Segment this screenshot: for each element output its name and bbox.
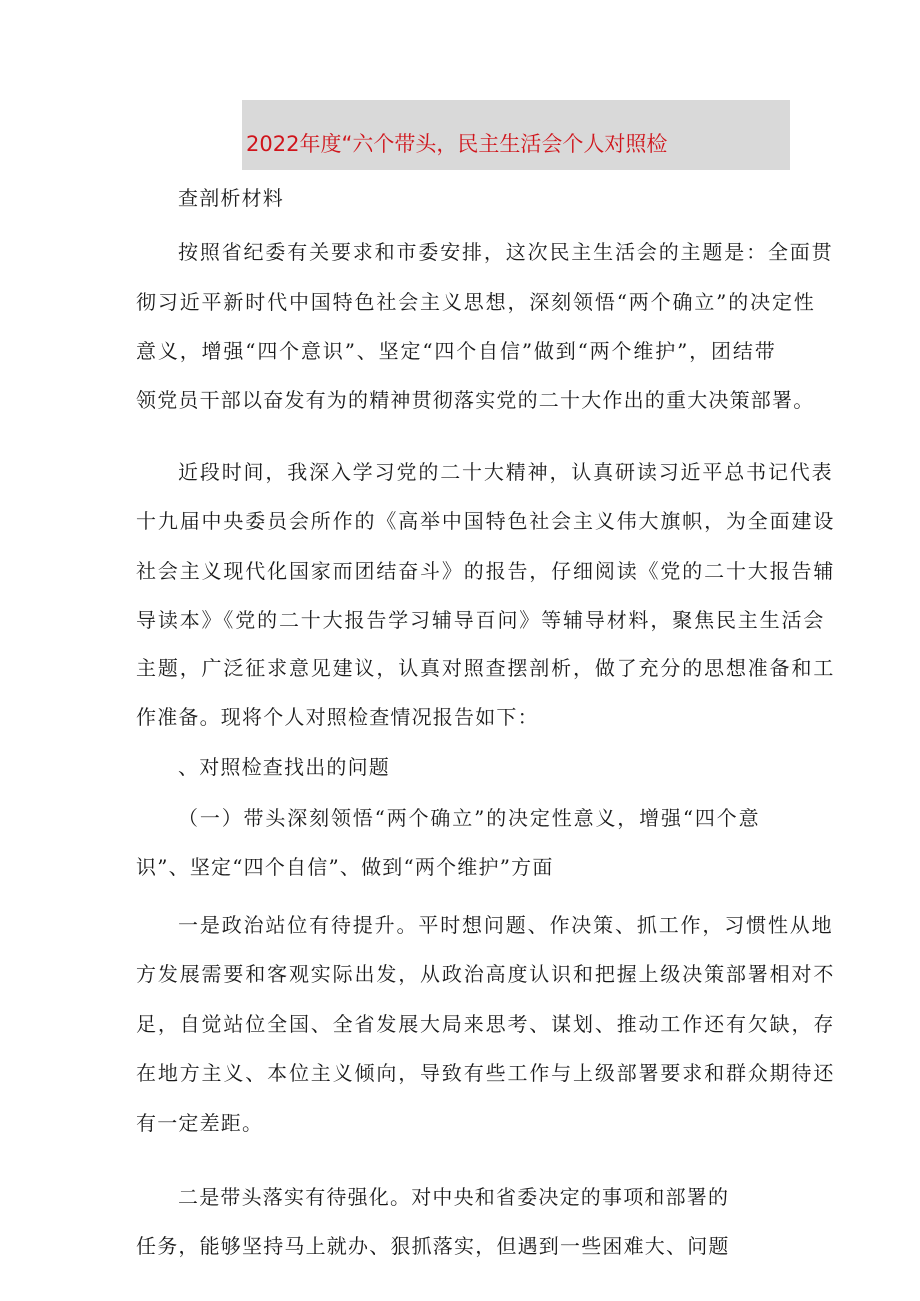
paragraph-line: 彻习近平新时代中国特色社会主义思想，深刻领悟“两个确立”的决定性 xyxy=(136,290,816,314)
paragraph-line: 导读本》《党的二十大报告学习辅导百问》等辅导材料，聚焦民主生活会 xyxy=(136,608,826,632)
paragraph-line: 足，自觉站位全国、全省发展大局来思考、谋划、推动工作还有欠缺，存 xyxy=(136,1012,836,1036)
paragraph-line: 在地方主义、本位主义倾向，导致有些工作与上级部署要求和群众期待还 xyxy=(136,1061,836,1085)
paragraph-line: 按照省纪委有关要求和市委安排，这次民主生活会的主题是：全面贯 xyxy=(178,240,834,264)
paragraph-line: 一是政治站位有待提升。平时想问题、作决策、抓工作，习惯性从地 xyxy=(178,913,834,937)
document-title: 2022年度“六个带头，民主生活会个人对照检 xyxy=(246,132,668,156)
paragraph-line: 作准备。现将个人对照检查情况报告如下： xyxy=(136,705,539,729)
paragraph-line: 有一定差距。 xyxy=(136,1111,264,1135)
document-subtitle: 查剖析材料 xyxy=(178,186,284,210)
paragraph-line: 社会主义现代化国家而团结奋斗》的报告，仔细阅读《党的二十大报告辅 xyxy=(136,559,836,583)
paragraph-line: 意义，增强“四个意识”、坚定“四个自信”做到“两个维护”，团结带 xyxy=(136,339,777,363)
paragraph-line: 任务，能够坚持马上就办、狠抓落实，但遇到一些困难大、问题 xyxy=(136,1234,730,1258)
paragraph-line: 近段时间，我深入学习党的二十大精神，认真研读习近平总书记代表 xyxy=(178,460,834,484)
paragraph-line: 二是带头落实有待强化。对中央和省委决定的事项和部署的 xyxy=(178,1185,730,1209)
subheading-line: 识”、坚定“四个自信”、做到“两个维护”方面 xyxy=(136,855,554,879)
paragraph-line: 十九届中央委员会所作的《高举中国特色社会主义伟大旗帜，为全面建设 xyxy=(136,509,836,533)
paragraph-line: 领党员干部以奋发有为的精神贯彻落实党的二十大作出的重大决策部署。 xyxy=(136,388,815,412)
paragraph-line: 方发展需要和客观实际出发，从政治高度认识和把握上级决策部署相对不 xyxy=(136,962,836,986)
paragraph-line: 主题，广泛征求意见建议，认真对照查摆剖析，做了充分的思想准备和工 xyxy=(136,656,836,680)
subheading-line: （一）带头深刻领悟“两个确立”的决定性意义，增强“四个意 xyxy=(178,806,761,830)
section-heading: 、对照检查找出的问题 xyxy=(178,755,390,779)
